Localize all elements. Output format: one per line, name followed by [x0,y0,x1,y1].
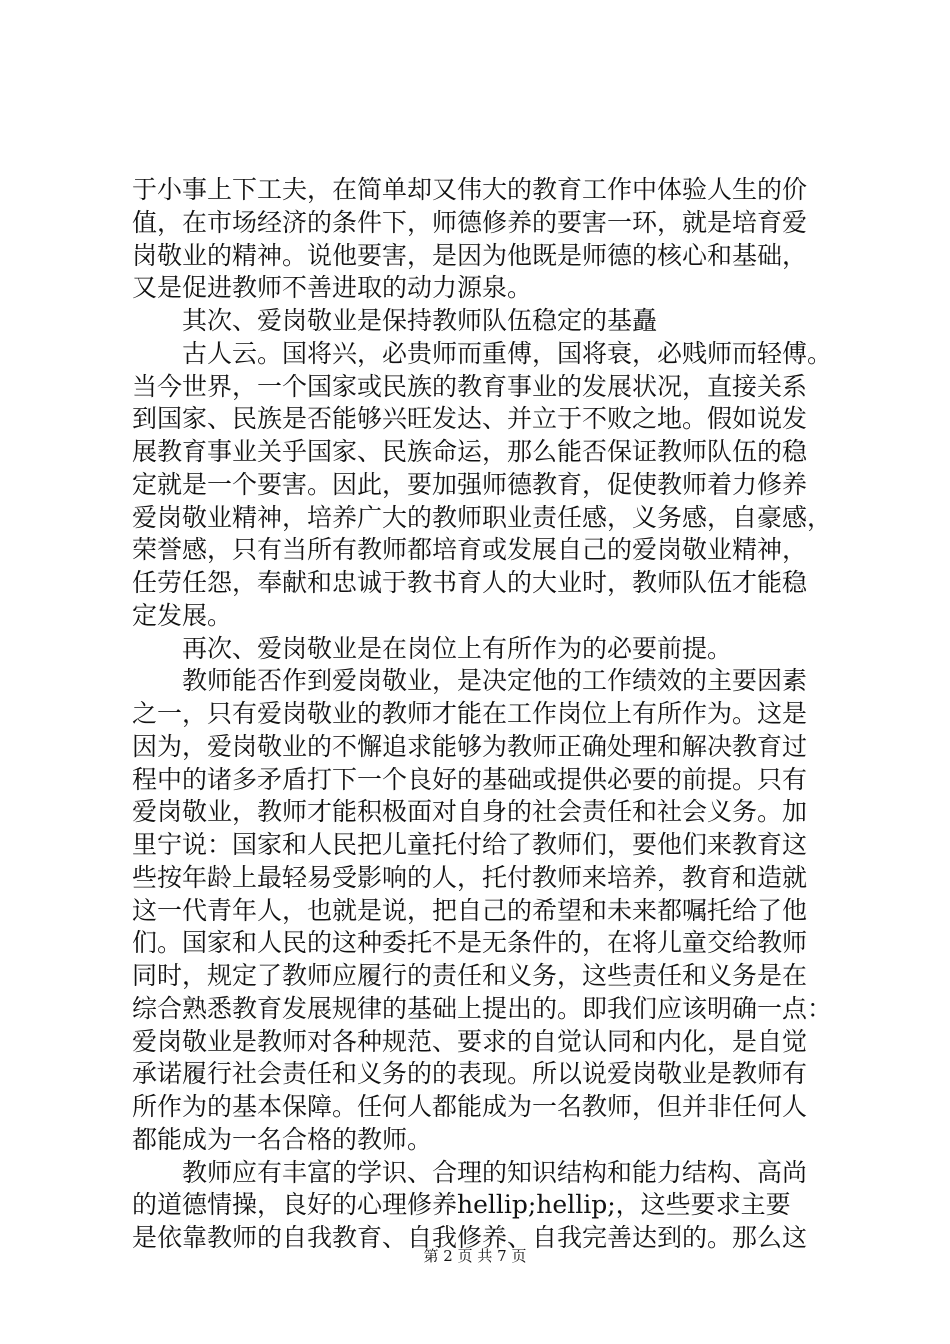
text-line: 于小事上下工夫，在简单却又伟大的教育工作中体验人生的价 [132,175,808,204]
text-line: 其次、爱岗敬业是保持教师队伍稳定的基矗 [182,306,658,335]
text-line: 同时，规定了教师应履行的责任和义务，这些责任和义务是在 [132,961,808,990]
text-line: 古人云。国将兴，必贵师而重傅，国将衰，必贱师而轻傅。 [182,338,833,368]
text-line: 程中的诸多矛盾打下一个良好的基础或提供必要的前提。只有 [132,764,808,794]
text-line: 些按年龄上最轻易受影响的人，托付教师来培养，教育和造就 [132,862,808,892]
text-line: 教师应有丰富的学识、合理的知识结构和能力结构、高尚 [182,1157,808,1187]
text-line: 这一代青年人，也就是说，把自己的希望和未来都嘱托给了他 [132,895,808,925]
text-line: 又是促进教师不善进取的动力源泉。 [132,273,533,303]
text-line: 爱岗敬业，教师才能积极面对自身的社会责任和社会义务。加 [132,797,808,827]
text-line: 荣誉感，只有当所有教师都培育或发展自己的爱岗敬业精神， [132,535,808,565]
text-line: 的道德情操，良好的心理修养hellip;hellip;，这些要求主要 [132,1190,791,1220]
text-line: 综合熟悉教育发展规律的基础上提出的。即我们应该明确一点： [132,993,833,1023]
text-line: 值，在市场经济的条件下，师德修养的要害一环，就是培育爱 [132,207,808,237]
text-line: 岗敬业的精神。说他要害，是因为他既是师德的核心和基础， [132,240,808,270]
body-text [132,174,832,1255]
text-line: 承诺履行社会责任和义务的的表现。所以说爱岗敬业是教师有 [132,1059,808,1089]
text-line: 教师能否作到爱岗敬业，是决定他的工作绩效的主要因素 [182,666,808,696]
text-line: 因为，爱岗敬业的不懈追求能够为教师正确处理和解决教育过 [132,731,808,761]
text-line: 所作为的基本保障。任何人都能成为一名教师，但并非任何人 [132,1092,808,1121]
text-line: 之一，只有爱岗敬业的教师才能在工作岗位上有所作为。这是 [132,699,808,728]
text-line: 爱岗敬业精神，培养广大的教师职业责任感，义务感，自豪感， [132,502,833,532]
text-line: 定就是一个要害。因此，要加强师德教育，促使教师着力修养 [132,469,808,499]
text-line: 爱岗敬业是教师对各种规范、要求的自觉认同和内化，是自觉 [132,1026,808,1056]
text-line: 再次、爱岗敬业是在岗位上有所作为的必要前提。 [182,633,733,663]
page-footer: 第 2 页 共 7 页 [423,1247,527,1265]
text-line: 里宁说：国家和人民把儿童托付给了教师们，要他们来教育这 [132,830,808,859]
text-line: 任劳任怨，奉献和忠诚于教书育人的大业时，教师队伍才能稳 [132,568,808,597]
text-line: 都能成为一名合格的教师。 [132,1124,433,1154]
text-line: 定发展。 [132,600,233,630]
text-line: 到国家、民族是否能够兴旺发达、并立于不败之地。假如说发 [132,404,808,434]
text-line: 是依靠教师的自我教育、自我修养、自我完善达到的。那么这 [132,1223,808,1252]
text-line: 们。国家和人民的这种委托不是无条件的，在将儿童交给教师 [132,928,808,958]
text-line: 当今世界，一个国家或民族的教育事业的发展状况，直接关系 [132,371,808,401]
text-line: 展教育事业关乎国家、民族命运，那么能否保证教师队伍的稳 [132,437,808,466]
